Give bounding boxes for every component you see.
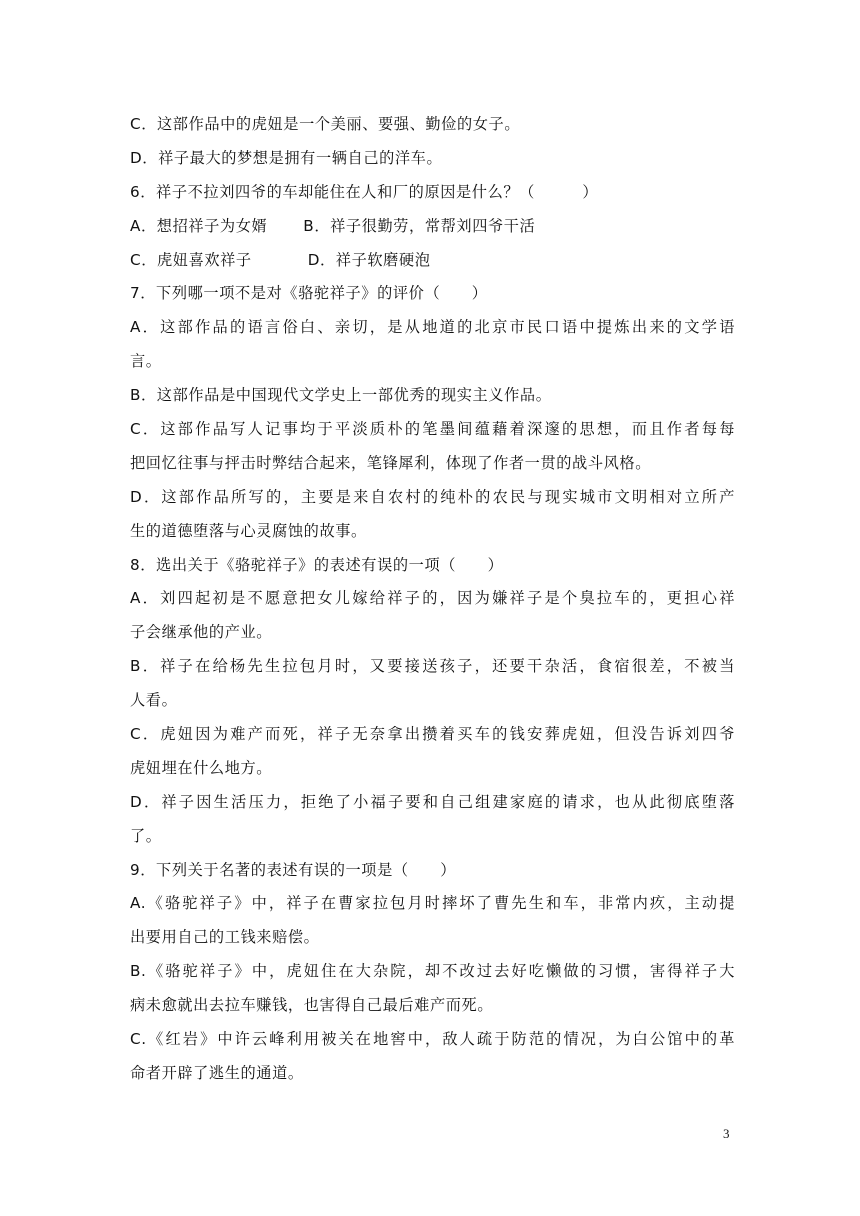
options-row [130,210,735,244]
text-line: 了。 [130,826,162,845]
text-line: D．这部作品所写的，主要是来自农村的纯朴的农民与现实城市文明相对立所产 [130,487,735,506]
text-line: 把回忆往事与抨击时弊结合起来，笔锋犀利，体现了作者一贯的战斗风格。 [130,453,651,472]
text-line: 人看。 [130,691,178,710]
text-line: 子会继承他的产业。 [130,623,273,642]
text-line: D．祥子因生活压力，拒绝了小福子要和自己组建家庭的请求，也从此彻底堕落 [130,792,735,811]
text-line: A．刘四起初是不愿意把女儿嫁给祥子的，因为嫌祥子是个臭拉车的，更担心祥 [130,589,735,608]
option-a: A．想招祥子为女婿 [130,216,268,235]
text-line: 虎妞埋在什么地方。 [130,758,273,777]
text-line: 生的道德堕落与心灵腐蚀的故事。 [130,521,367,540]
text-line: A．这部作品的语言俗白、亲切，是从地道的北京市民口语中提炼出来的文学语 [130,318,735,337]
text-line: C．这部作品写人记事均于平淡质朴的笔墨间蕴藉着深邃的思想，而且作者每每 [130,420,735,439]
text-line: 病未愈就出去拉车赚钱，也害得自己最后难产而死。 [130,996,494,1015]
text-line: D．祥子最大的梦想是拥有一辆自己的洋车。 [130,148,443,167]
option-d: D．祥子软磨硬泡 [307,250,431,269]
text-line: 命者开辟了逃生的通道。 [130,1063,304,1082]
option-c: C．虎妞喜欢祥子 [130,250,252,269]
text-line: B．祥子在给杨先生拉包月时，又要接送孩子，还要干杂活，食宿很差，不被当 [130,657,735,676]
question-6: 6．祥子不拉刘四爷的车却能住在人和厂的原因是什么？（ ） [130,182,599,201]
option-b: B．祥子很勤劳，常帮刘四爷干活 [303,216,536,235]
page-number: 3 [723,1126,730,1141]
text-line: A.《骆驼祥子》中，祥子在曹家拉包月时摔坏了曹先生和车，非常内疚，主动提 [130,894,735,913]
text-line: 出要用自己的工钱来赔偿。 [130,928,320,947]
text-line: C．这部作品中的虎妞是一个美丽、要强、勤俭的女子。 [130,115,521,133]
question-8: 8．选出关于《骆驼祥子》的表述有误的一项（ ） [130,555,504,574]
text-line: B.《骆驼祥子》中，虎妞住在大杂院，却不改过去好吃懒做的习惯，害得祥子大 [130,962,735,981]
text-line: C.《红岩》中许云峰利用被关在地窖中，敌人疏于防范的情况，为白公馆中的革 [130,1030,735,1049]
text-line: C．虎妞因为难产而死，祥子无奈拿出攒着买车的钱安葬虎妞，但没告诉刘四爷 [130,725,735,744]
options-row [130,244,735,278]
document-body [130,108,735,1091]
text-line: B．这部作品是中国现代文学史上一部优秀的现实主义作品。 [130,386,552,405]
question-7: 7．下列哪一项不是对《骆驼祥子》的评价（ ） [130,284,488,303]
text-line: 言。 [130,352,162,371]
question-9: 9．下列关于名著的表述有误的一项是（ ） [130,860,457,879]
